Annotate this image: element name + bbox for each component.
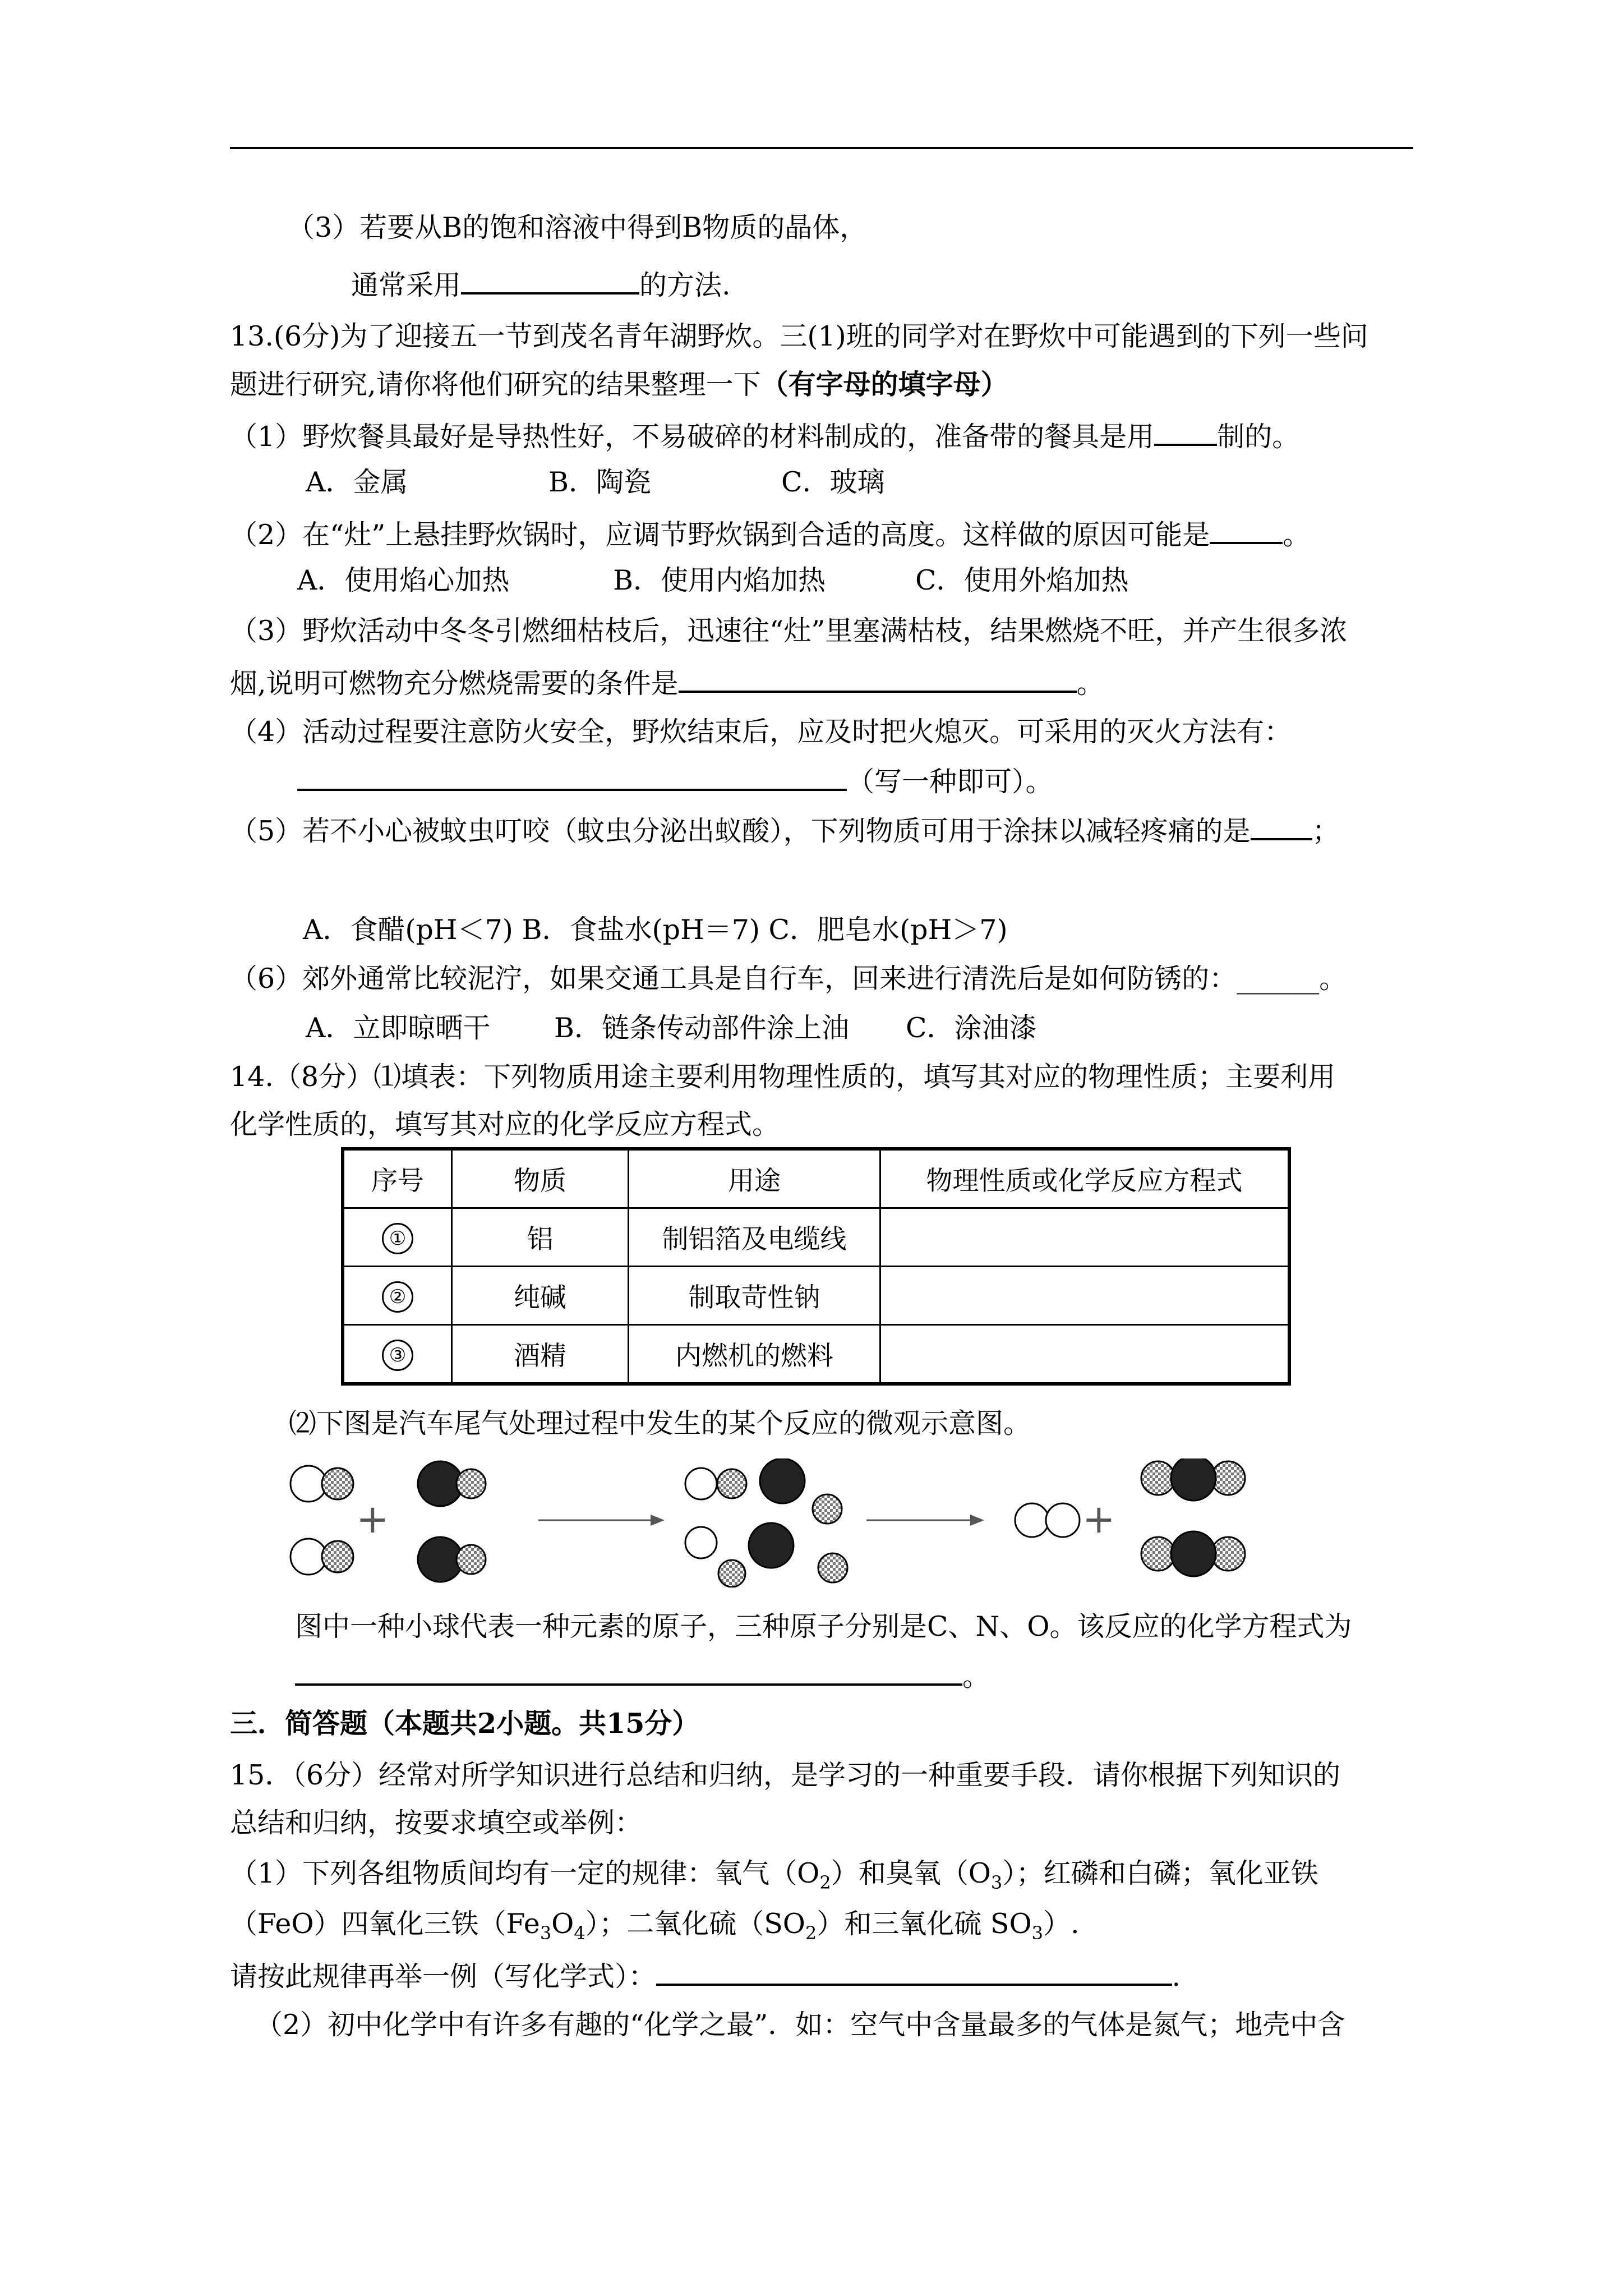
q13-part3-blank[interactable] xyxy=(679,665,1077,693)
checkered-atom xyxy=(1141,1537,1175,1571)
q12-part3-text: （3）若要从B的饱和溶液中得到B物质的晶体， xyxy=(287,211,868,243)
q13-part1-option-c: C．玻璃 xyxy=(781,466,885,498)
table-row xyxy=(343,1325,1289,1384)
table-cell: 纯碱 xyxy=(452,1267,629,1325)
q13-part4-line2: （写一种即可）。 xyxy=(297,763,1053,799)
section-3-title: 三．简答题（本题共2小题。共15分） xyxy=(230,1707,700,1740)
table-row xyxy=(343,1208,1289,1267)
q15-intro-2: 总结和归纳，按要求填空或举例： xyxy=(230,1807,643,1839)
table-header-cell: 用途 xyxy=(629,1149,880,1208)
q13-part1-blank[interactable] xyxy=(1154,418,1217,446)
q15-part1-line2: （FeO）四氧化三铁$(Fe_3O_4)$；二氧化硫$(SO_2)$和三氧化硫 $SO_3$）. xyxy=(230,1908,1080,1944)
table-answer-cell[interactable] xyxy=(880,1325,1290,1384)
table-row xyxy=(343,1267,1289,1325)
q13-instruction: （有字母的填字母） xyxy=(760,368,1008,401)
plus-sign: + xyxy=(1082,1496,1115,1542)
q13-part1: （1）野炊餐具最好是导热性好，不易破碎的材料制成的，准备带的餐具是用 制的。 xyxy=(230,418,1299,454)
table-cell: 制取苛性钠 xyxy=(629,1267,880,1325)
q13-part1-option-a: A．金属 xyxy=(306,466,408,498)
checkered-atom xyxy=(818,1553,847,1582)
white-atom xyxy=(291,1539,326,1575)
checkered-atom xyxy=(718,1560,745,1587)
table-answer-cell[interactable] xyxy=(880,1208,1290,1267)
black-atom xyxy=(1171,1458,1216,1501)
q14-intro: 14.（8分）⑴填表：下列物质用途主要利用物理性质的，填写其对应的物理性质；主要利用 xyxy=(230,1061,1336,1093)
table-answer-cell[interactable] xyxy=(880,1267,1290,1325)
q15-intro: 15．（6分）经常对所学知识进行总结和归纳，是学习的一种重要手段．请你根据下列知识的 xyxy=(230,1759,1341,1791)
plus-sign: + xyxy=(356,1496,389,1542)
q13-part2-option-a: A．使用焰心加热 xyxy=(297,564,510,596)
q14-intro-2: 化学性质的，填写其对应的化学反应方程式。 xyxy=(230,1108,780,1140)
table-header-cell: 物理性质或化学反应方程式 xyxy=(880,1149,1290,1208)
q13-part2-blank[interactable] xyxy=(1210,516,1283,544)
checkered-atom xyxy=(322,1541,353,1572)
checkered-atom xyxy=(322,1468,353,1499)
table-cell: 内燃机的燃料 xyxy=(629,1325,880,1384)
q13-part6-option-a: A．立即晾晒干 xyxy=(306,1012,491,1044)
q13-part4: （4）活动过程要注意防火安全，野炊结束后，应及时把火熄灭。可采用的灭火方法有： xyxy=(230,716,1292,748)
q13-part6-option-c: C．涂油漆 xyxy=(906,1012,1037,1044)
q14-equation-blank[interactable] xyxy=(295,1658,962,1686)
table-header-cell: 物质 xyxy=(452,1149,629,1208)
table-cell: 制铝箔及电缆线 xyxy=(629,1208,880,1267)
arrow-1-head xyxy=(651,1515,665,1526)
q13-part2-option-b: B．使用内焰加热 xyxy=(613,564,826,596)
white-atom xyxy=(685,1468,717,1499)
table-cell-index: ① xyxy=(343,1208,452,1267)
q12-part3-answer-line: 通常采用 的方法. xyxy=(351,266,731,302)
q12-answer-blank[interactable] xyxy=(461,266,639,295)
white-atom xyxy=(291,1466,326,1502)
q14-part2: ⑵下图是汽车尾气处理过程中发生的某个反应的微观示意图。 xyxy=(289,1407,1031,1439)
checkered-atom xyxy=(457,1545,486,1574)
q13-part3-line2: 烟,说明可燃物充分燃烧需要的条件是 。 xyxy=(230,665,1104,701)
q13-intro: 13.(6分)为了迎接五一节到茂名青年湖野炊。三(1)班的同学对在野炊中可能遇到的下列一些问 xyxy=(230,320,1368,352)
q13-part5-blank[interactable] xyxy=(1251,812,1312,840)
table-header-cell: 序号 xyxy=(343,1149,452,1208)
q15-part1-blank[interactable] xyxy=(656,1958,1172,1986)
checkered-atom xyxy=(717,1469,746,1498)
q15-part2: （2）初中化学中有许多有趣的“化学之最”．如：空气中含量最多的气体是氮气；地壳中含 xyxy=(255,2009,1345,2041)
q15-part1-line3: 请按此规律再举一例（写化学式）： . xyxy=(230,1958,1181,1994)
q15-part1: （1）下列各组物质间均有一定的规律：氧气$(O_2)$和臭氧$(O_3)$；红磷和白磷；氧化亚铁 xyxy=(230,1857,1318,1893)
q13-part5: （5）若不小心被蚊虫叮咬（蚊虫分泌出蚁酸），下列物质可用于涂抹以减轻疼痛的是 ； xyxy=(230,812,1340,848)
checkered-atom xyxy=(813,1494,842,1524)
black-atom xyxy=(1171,1531,1216,1576)
table-cell-index: ③ xyxy=(343,1325,452,1384)
q14-part2-description: 图中一种小球代表一种元素的原子，三种原子分别是C、N、O。该反应的化学方程式为 xyxy=(295,1611,1352,1642)
q13-part1-option-b: B．陶瓷 xyxy=(548,466,652,498)
q13-part6-option-b: B．链条传动部件涂上油 xyxy=(554,1012,850,1044)
black-atom xyxy=(749,1523,794,1568)
q13-part2: （2）在“灶”上悬挂野炊锅时，应调节野炊锅到合适的高度。这样做的原因可能是 。 xyxy=(230,516,1310,552)
black-atom xyxy=(760,1458,805,1503)
q13-part4-blank[interactable] xyxy=(297,763,847,791)
header-rule xyxy=(230,147,1413,149)
q13-part6: （6）郊外通常比较泥泞，如果交通工具是自行车，回来进行清洗后是如何防锈的：______。 xyxy=(230,963,1347,995)
table-cell: 酒精 xyxy=(452,1325,629,1384)
arrow-2-head xyxy=(970,1515,984,1526)
q13-part5-options: A．食醋(pH＜7) B．食盐水(pH＝7) C．肥皂水(pH＞7) xyxy=(303,914,1008,946)
q13-intro-2: 题进行研究,请你将他们研究的结果整理一下（有字母的填字母） xyxy=(230,368,1008,401)
white-atom xyxy=(685,1527,717,1558)
q13-part3: （3）野炊活动中冬冬引燃细枯枝后，迅速往“灶”里塞满枯枝，结果燃烧不旺，并产生很多浓 xyxy=(230,615,1348,647)
white-atom xyxy=(1046,1503,1080,1537)
checkered-atom xyxy=(457,1469,486,1498)
table-header-row xyxy=(343,1149,1289,1208)
q14-part2-answer-line: 。 xyxy=(295,1658,990,1694)
checkered-atom xyxy=(1141,1461,1175,1495)
table-cell: 铝 xyxy=(452,1208,629,1267)
q13-part2-option-c: C．使用外焰加热 xyxy=(915,564,1129,596)
table-cell-index: ② xyxy=(343,1267,452,1325)
properties-table xyxy=(341,1147,1291,1386)
q13-part6-blank[interactable]: ______ xyxy=(1237,963,1320,995)
white-atom xyxy=(1015,1503,1049,1537)
reaction-diagram xyxy=(286,1458,1295,1588)
